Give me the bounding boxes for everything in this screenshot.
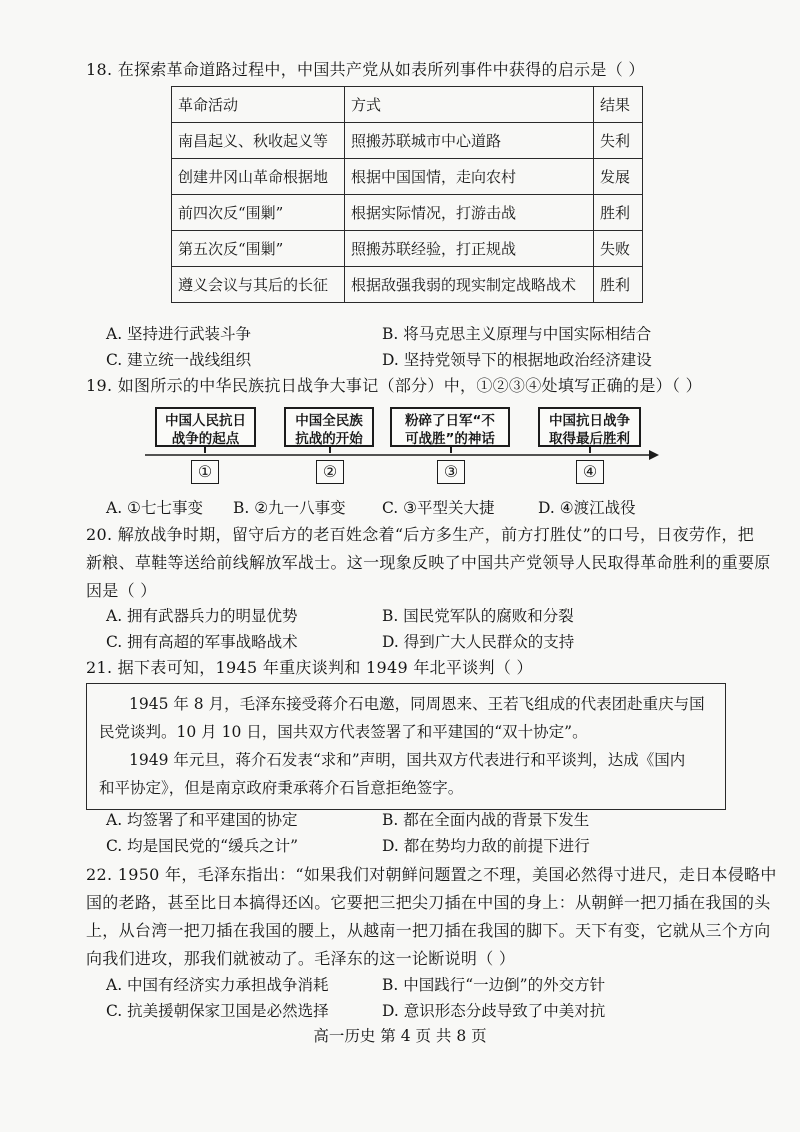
table-header-row (172, 87, 643, 123)
table-cell: 第五次反“围剿” (172, 231, 345, 267)
timeline-event-box (390, 407, 510, 447)
timeline-marker: ② (316, 460, 344, 484)
q21-material-box (86, 683, 726, 810)
material-line: 和平协定》，但是南京政府秉承蒋介石旨意拒绝签字。 (99, 779, 464, 797)
table-cell: 发展 (594, 159, 643, 195)
timeline-event-line: 粉碎了日军“不 (405, 413, 495, 429)
table-cell: 照搬苏联经验，打正规战 (345, 231, 594, 267)
q22-stem-line: 22. 1950 年，毛泽东指出：“如果我们对朝鲜问题置之不理，美国必然得寸进尺，走日本侵略中 (86, 865, 777, 884)
timeline-event-line: 中国全民族 (295, 413, 363, 429)
q20-stem-line: 新粮、草鞋等送给前线解放军战士。这一现象反映了中国共产党领导人民取得革命胜利的重要原 (86, 553, 771, 572)
table-row (172, 123, 643, 159)
timeline-event-box (538, 407, 641, 447)
table-cell: 根据实际情况，打游击战 (345, 195, 594, 231)
table-cell: 根据敌强我弱的现实制定战略战术 (345, 267, 594, 303)
q20-option-d[interactable]: D. 得到广大人民群众的支持 (382, 633, 575, 651)
table-cell: 胜利 (594, 267, 643, 303)
q21-stem: 21. 据下表可知，1945 年重庆谈判和 1949 年北平谈判（ ） (86, 658, 533, 677)
table-cell: 遵义会议与其后的长征 (172, 267, 345, 303)
q20-stem-line: 20. 解放战争时期，留守后方的老百姓念着“后方多生产，前方打胜仗”的口号，日夜劳作，把 (86, 525, 755, 544)
q18-stem: 18. 在探索革命道路过程中，中国共产党从如表所列事件中获得的启示是（ ） (86, 60, 645, 79)
material-line: 1945 年 8 月，毛泽东接受蒋介石电邀，同周恩来、王若飞组成的代表团赴重庆与国 (129, 695, 705, 713)
q21-option-c[interactable]: C. 均是国民党的“缓兵之计” (106, 837, 299, 855)
q19-option-a[interactable]: A. ①七七事变 (106, 499, 203, 517)
q18-option-c[interactable]: C. 建立统一战线组织 (106, 351, 252, 369)
timeline-marker: ③ (437, 460, 465, 484)
q18-option-a[interactable]: A. 坚持进行武装斗争 (106, 325, 252, 343)
table-header-cell: 方式 (345, 87, 594, 123)
timeline-event-line: 中国人民抗日 (165, 413, 246, 429)
q18-option-d[interactable]: D. 坚持党领导下的根据地政治经济建设 (382, 351, 652, 369)
table-cell: 胜利 (594, 195, 643, 231)
table-cell: 根据中国国情，走向农村 (345, 159, 594, 195)
material-line: 民党谈判。10 月 10 日，国共双方代表签署了和平建国的“双十协定”。 (99, 723, 588, 741)
q20-option-b[interactable]: B. 国民党军队的腐败和分裂 (382, 607, 574, 625)
q21-option-d[interactable]: D. 都在势均力敌的前提下进行 (382, 837, 590, 855)
timeline-event-box (284, 407, 374, 447)
table-cell: 失利 (594, 123, 643, 159)
timeline-event-box (155, 407, 256, 447)
material-line: 1949 年元旦，蒋介石发表“求和”声明，国共双方代表进行和平谈判，达成《国内 (129, 751, 686, 769)
q20-option-a[interactable]: A. 拥有武器兵力的明显优势 (106, 607, 298, 625)
q22-stem-line: 国的老路，甚至比日本搞得还凶。它要把三把尖刀插在中国的身上：从朝鲜一把刀插在我国的头 (86, 893, 771, 912)
table-cell: 照搬苏联城市中心道路 (345, 123, 594, 159)
q22-option-d[interactable]: D. 意识形态分歧导致了中美对抗 (382, 1002, 606, 1020)
table-header-cell: 革命活动 (172, 87, 345, 123)
q20-option-c[interactable]: C. 拥有高超的军事战略战术 (106, 633, 298, 651)
q21-option-b[interactable]: B. 都在全面内战的背景下发生 (382, 811, 590, 829)
table-header-cell: 结果 (594, 87, 643, 123)
timeline-event-line: 取得最后胜利 (549, 431, 630, 447)
timeline-event-line: 抗战的开始 (295, 431, 363, 447)
q22-option-c[interactable]: C. 抗美援朝保家卫国是必然选择 (106, 1002, 329, 1020)
q22-stem-line: 上，从台湾一把刀插在我国的腰上，从越南一把刀插在我国的脚下。天下有变，它就从三个方向 (86, 921, 771, 940)
table-row (172, 159, 643, 195)
q20-stem-line: 因是（ ） (86, 581, 157, 600)
q18-table (171, 86, 643, 303)
table-row (172, 195, 643, 231)
q19-option-c[interactable]: C. ③平型关大捷 (382, 499, 495, 517)
page-footer: 高一历史 第 4 页 共 8 页 (313, 1027, 487, 1045)
q22-stem-line: 向我们进攻，那我们就被动了。毛泽东的这一论断说明（ ） (86, 949, 516, 968)
q21-option-a[interactable]: A. 均签署了和平建国的协定 (106, 811, 298, 829)
table-cell: 前四次反“围剿” (172, 195, 345, 231)
q22-option-a[interactable]: A. 中国有经济实力承担战争消耗 (106, 976, 329, 994)
timeline-event-line: 战争的起点 (171, 431, 240, 447)
q19-option-d[interactable]: D. ④渡江战役 (538, 499, 636, 517)
q22-option-b[interactable]: B. 中国践行“一边倒”的外交方针 (382, 976, 606, 994)
timeline-marker: ① (191, 460, 219, 484)
q19-option-b[interactable]: B. ②九一八事变 (233, 499, 346, 517)
q18-option-b[interactable]: B. 将马克思主义原理与中国实际相结合 (382, 325, 652, 343)
table-row (172, 267, 643, 303)
table-row (172, 231, 643, 267)
timeline-arrowhead (649, 450, 659, 460)
timeline-event-line: 中国抗日战争 (549, 413, 630, 429)
table-cell: 创建井冈山革命根据地 (172, 159, 345, 195)
q19-stem: 19. 如图所示的中华民族抗日战争大事记（部分）中，①②③④处填写正确的是）（ ） (86, 376, 702, 395)
timeline-marker: ④ (576, 460, 604, 484)
table-cell: 失败 (594, 231, 643, 267)
table-cell: 南昌起义、秋收起义等 (172, 123, 345, 159)
timeline-event-line: 可战胜”的神话 (405, 431, 495, 447)
